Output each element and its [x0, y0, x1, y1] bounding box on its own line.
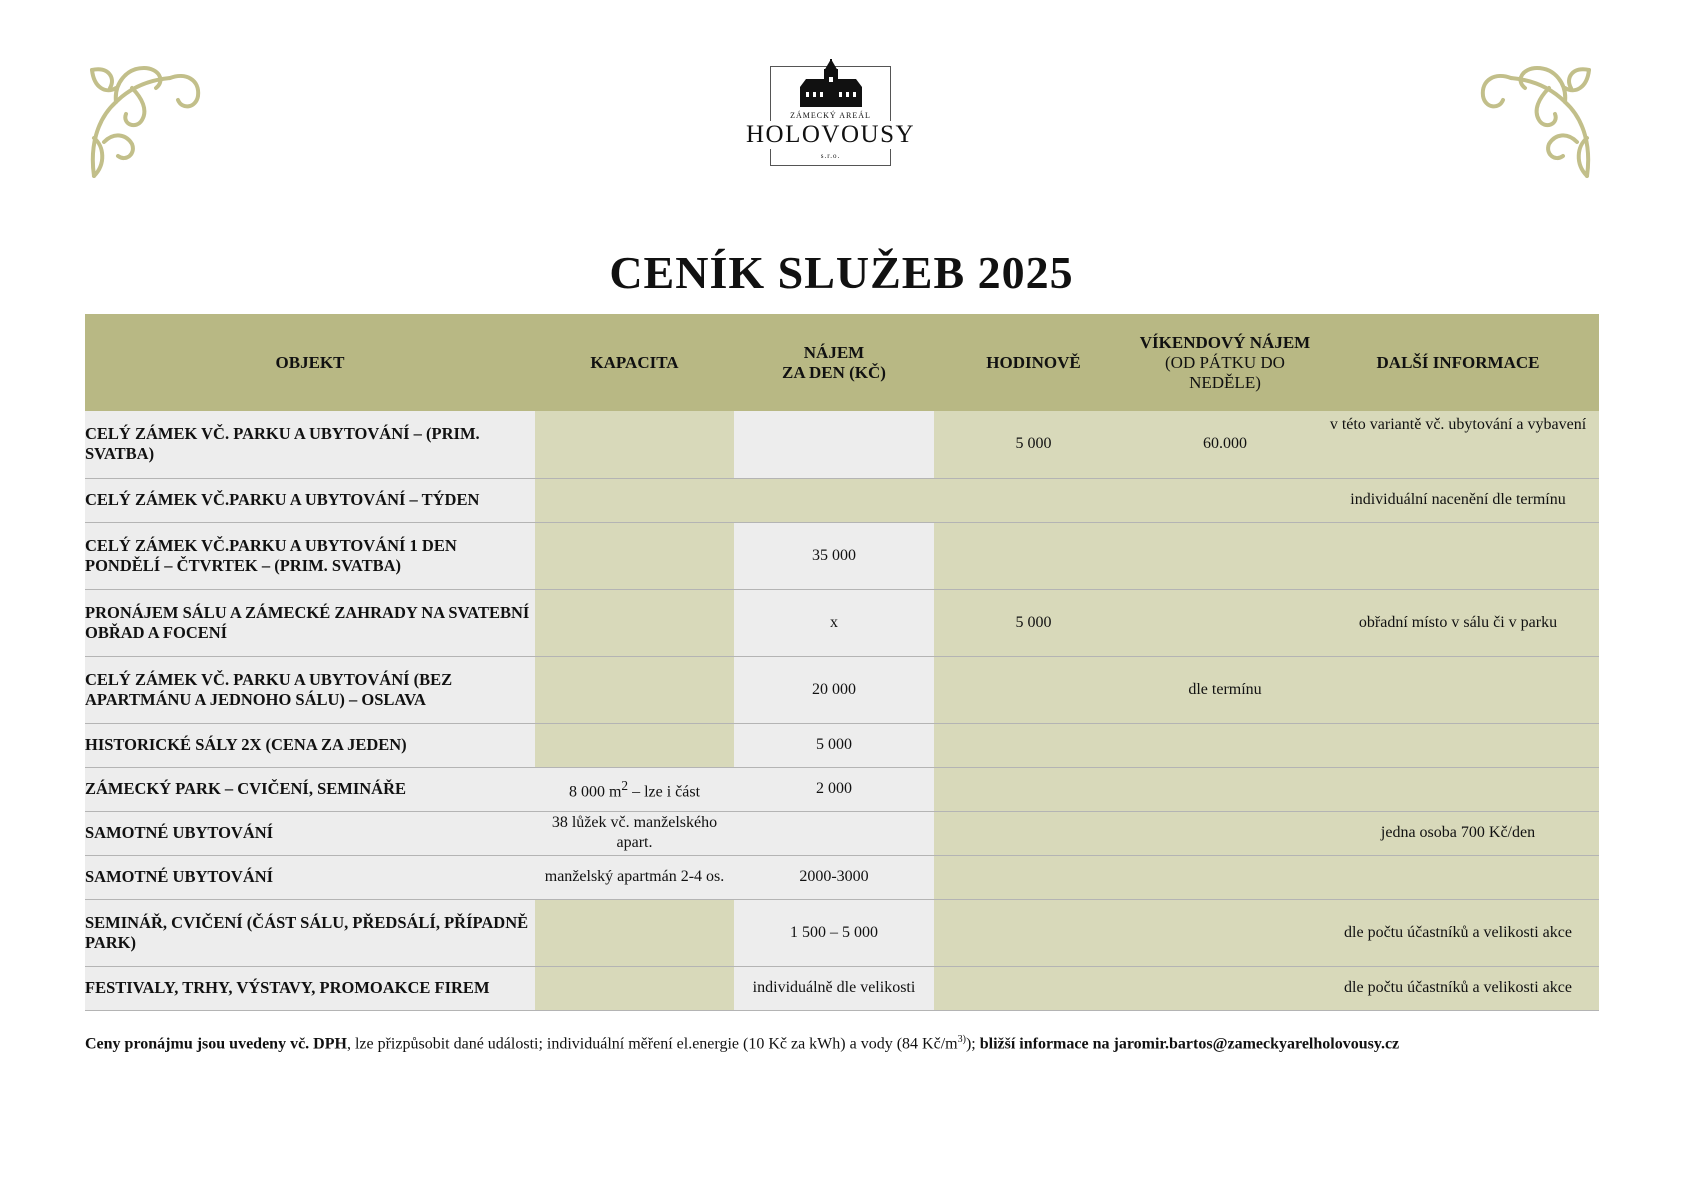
logo-name: HOLOVOUSY — [741, 121, 920, 149]
footnote — [85, 1034, 1605, 1053]
cell-najem: individuálně dle velikosti — [734, 966, 934, 1010]
cell-objekt: SEMINÁŘ, CVIČENÍ (ČÁST SÁLU, PŘEDSÁLÍ, PŘÍPADNĚ PARK) — [85, 899, 535, 966]
table-row — [85, 478, 1599, 522]
cell-info: v této variantě vč. ubytování a vybavení — [1317, 411, 1599, 478]
header-vikend-line1: VÍKENDOVÝ NÁJEM — [1139, 332, 1311, 352]
header-vikend-line2: (OD PÁTKU DO NEDĚLE) — [1165, 352, 1285, 392]
cell-hodinove — [934, 767, 1133, 811]
cell-objekt: PRONÁJEM SÁLU A ZÁMECKÉ ZAHRADY NA SVATEBNÍ OBŘAD A FOCENÍ — [85, 589, 535, 656]
cell-hodinove — [934, 855, 1133, 899]
cell-kapacita — [535, 522, 734, 589]
cell-hodinove: 5 000 — [934, 589, 1133, 656]
cell-objekt: CELÝ ZÁMEK VČ.PARKU A UBYTOVÁNÍ 1 DEN PONDĚLÍ – ČTVRTEK – (PRIM. SVATBA) — [85, 522, 535, 589]
cell-vikend: dle termínu — [1133, 656, 1317, 723]
table-row — [85, 855, 1599, 899]
price-table — [85, 314, 1599, 1011]
cell-hodinove: 5 000 — [934, 411, 1133, 478]
cell-najem: 2000-3000 — [734, 855, 934, 899]
cell-vikend: 60.000 — [1133, 411, 1317, 478]
cell-kapacita — [535, 589, 734, 656]
header-vikend — [1133, 314, 1317, 411]
header-najem-line1: NÁJEM — [803, 342, 865, 362]
cell-info: jedna osoba 700 Kč/den — [1317, 811, 1599, 855]
page-title: CENÍK SLUŽEB 2025 — [609, 247, 1074, 298]
footnote-text-end: ); — [965, 1035, 980, 1053]
footnote-vat: Ceny pronájmu jsou uvedeny vč. DPH — [85, 1035, 347, 1053]
corner-ornament-icon — [1477, 58, 1595, 180]
table-row — [85, 522, 1599, 589]
table-header-row — [85, 314, 1599, 411]
cell-info — [1317, 723, 1599, 767]
cell-hodinove — [934, 899, 1133, 966]
cell-objekt: ZÁMECKÝ PARK – CVIČENÍ, SEMINÁŘE — [85, 767, 535, 811]
cell-vikend — [1133, 589, 1317, 656]
cell-vikend — [1133, 723, 1317, 767]
cell-kapacita — [535, 966, 734, 1010]
cell-najem: 20 000 — [734, 656, 934, 723]
cell-najem: 2 000 — [734, 767, 934, 811]
cell-hodinove — [934, 966, 1133, 1010]
cell-kapacita: 38 lůžek vč. manželského apart. — [535, 811, 734, 855]
table-row — [85, 411, 1599, 478]
cell-info — [1317, 522, 1599, 589]
cell-vikend — [1133, 767, 1317, 811]
cell-hodinove — [934, 522, 1133, 589]
table-row — [85, 589, 1599, 656]
table-row — [85, 811, 1599, 855]
cell-hodinove — [934, 723, 1133, 767]
kapacita-text: 8 000 m — [568, 783, 622, 801]
footnote-sup: 3) — [957, 1034, 966, 1045]
header-info: DALŠÍ INFORMACE — [1317, 314, 1599, 411]
cell-kapacita — [535, 767, 734, 811]
cell-objekt: CELÝ ZÁMEK VČ. PARKU A UBYTOVÁNÍ (BEZ APARTMÁNU A JEDNOHO SÁLU) – OSLAVA — [85, 656, 535, 723]
cell-hodinove — [934, 811, 1133, 855]
kapacita-tail: – lze i část — [628, 783, 701, 801]
table-row — [85, 767, 1599, 811]
cell-info — [1317, 855, 1599, 899]
cell-info: obřadní místo v sálu či v parku — [1317, 589, 1599, 656]
castle-logo-icon — [798, 59, 864, 109]
table-row — [85, 966, 1599, 1010]
cell-kapacita — [535, 723, 734, 767]
cell-kapacita — [535, 411, 734, 478]
header-hodinove: HODINOVĚ — [934, 314, 1133, 411]
header-kapacita: KAPACITA — [535, 314, 734, 411]
kapacita-sup: 2 — [621, 777, 629, 793]
header-najem — [734, 314, 934, 411]
header-objekt: OBJEKT — [85, 314, 535, 411]
cell-vikend — [1133, 966, 1317, 1010]
cell-objekt: CELÝ ZÁMEK VČ.PARKU A UBYTOVÁNÍ – TÝDEN — [85, 478, 535, 522]
cell-kapacita — [535, 656, 734, 723]
footnote-text: , lze přizpůsobit dané události; individuální měření el.energie (10 Kč za kWh) a vody (84 Kč/m — [346, 1035, 958, 1053]
cell-kapacita: manželský apartmán 2-4 os. — [535, 855, 734, 899]
cell-vikend — [1133, 899, 1317, 966]
cell-info — [1317, 767, 1599, 811]
corner-ornament-icon — [86, 58, 204, 180]
table-row — [85, 899, 1599, 966]
cell-vikend — [1133, 522, 1317, 589]
cell-najem: x — [734, 589, 934, 656]
cell-vikend — [1133, 855, 1317, 899]
cell-objekt: FESTIVALY, TRHY, VÝSTAVY, PROMOAKCE FIREM — [85, 966, 535, 1010]
cell-najem: 1 500 – 5 000 — [734, 899, 934, 966]
cell-info: dle počtu účastníků a velikosti akce — [1317, 899, 1599, 966]
cell-najem: 5 000 — [734, 723, 934, 767]
cell-vikend — [1133, 811, 1317, 855]
cell-najem — [734, 411, 934, 478]
cell-objekt: SAMOTNÉ UBYTOVÁNÍ — [85, 855, 535, 899]
table-row — [85, 723, 1599, 767]
logo-suffix: s.r.o. — [820, 152, 841, 160]
cell-info — [1317, 656, 1599, 723]
table-row — [85, 656, 1599, 723]
cell-hodinove — [934, 656, 1133, 723]
cell-kapacita — [535, 899, 734, 966]
header-najem-line2: ZA DEN (KČ) — [782, 362, 886, 382]
cell-info: individuální nacenění dle termínu — [1317, 478, 1599, 522]
footnote-contact: bližší informace na jaromir.bartos@zameckyarelholovousy.cz — [979, 1035, 1400, 1053]
company-logo — [745, 66, 916, 166]
cell-objekt: SAMOTNÉ UBYTOVÁNÍ — [85, 811, 535, 855]
cell-najem: 35 000 — [734, 522, 934, 589]
logo-subtitle: ZÁMECKÝ AREÁL — [790, 111, 871, 120]
cell-info: dle počtu účastníků a velikosti akce — [1317, 966, 1599, 1010]
cell-objekt: HISTORICKÉ SÁLY 2X (CENA ZA JEDEN) — [85, 723, 535, 767]
cell-najem — [734, 811, 934, 855]
cell-objekt: CELÝ ZÁMEK VČ. PARKU A UBYTOVÁNÍ – (PRIM. SVATBA) — [85, 411, 535, 478]
cell-empty-span — [535, 478, 1317, 522]
